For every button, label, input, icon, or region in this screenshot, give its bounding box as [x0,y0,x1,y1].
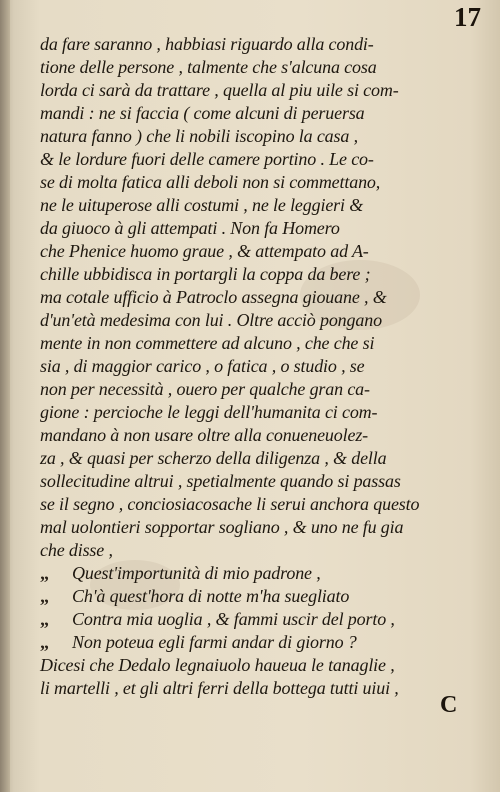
text-line: non per necessità , ouero per qualche gran ca- [40,379,370,399]
text-line: sia , di maggior carico , o fatica , o studio , se [40,356,365,376]
verse-line [40,608,488,631]
verse-line [40,562,488,585]
text-line: tione delle persone , talmente che s'alcuna cosa [40,57,377,77]
text-line: za , & quasi per scherzo della diligenza , & della [40,448,387,468]
quote-marker: „ [40,563,49,583]
text-line: se il segno , conciosiacosache li serui anchora questo [40,494,420,514]
text-line: che Phenice huomo graue , & attempato ad A- [40,241,369,261]
text-line: natura fanno ) che li nobili iscopino la casa , [40,126,358,146]
text-line: chille ubbidisca in portargli la coppa da bere ; [40,264,371,284]
signature-mark: C [440,692,458,718]
page-gutter [0,0,10,792]
text-line: lorda ci sarà da trattare , quella al piu uile si com- [40,80,399,100]
text-line: mal uolontieri sopportar sogliano , & uno ne fu gia [40,517,404,537]
text-line: d'un'età medesima con lui . Oltre acciò pongano [40,310,382,330]
page-number: 17 [454,2,481,32]
text-line: & le lordure fuori delle camere portino . Le co- [40,149,374,169]
verse-text: Non poteua egli farmi andar di giorno ? [72,632,357,652]
verse-text: Contra mia uoglia , & fammi uscir del porto , [72,609,395,629]
text-line: gione : percioche le leggi dell'humanita ci com- [40,402,378,422]
quote-marker: „ [40,632,49,652]
verse-line [40,631,488,654]
text-line: da fare saranno , habbiasi riguardo alla condi- [40,34,374,54]
verse-text: Quest'importunità di mio padrone , [72,563,321,583]
text-line: se di molta fatica alli deboli non si commettano, [40,172,381,192]
verse-text: Ch'à quest'hora di notte m'ha suegliato [72,586,350,606]
text-line: ma cotale ufficio à Patroclo assegna giouane , & [40,287,387,307]
text-line: ne le uituperose alli costumi , ne le leggieri & [40,195,364,215]
body-text [40,33,488,700]
quote-marker: „ [40,586,49,606]
text-line: mandano à non usare oltre alla conueneuolez- [40,425,369,445]
text-line: mandi : ne si faccia ( come alcuni di peruersa [40,103,365,123]
text-line: sollecitudine altrui , spetialmente quando si passas [40,471,401,491]
text-line: Dicesi che Dedalo legnaiuolo haueua le tanaglie , [40,655,395,675]
verse-line [40,585,488,608]
text-line: mente in non commettere ad alcuno , che che si [40,333,375,353]
text-line: da giuoco à gli attempati . Non fa Homero [40,218,340,238]
text-line: li martelli , et gli altri ferri della bottega tutti uiui , [40,678,399,698]
quote-marker: „ [40,609,49,629]
text-line: che disse , [40,540,113,560]
